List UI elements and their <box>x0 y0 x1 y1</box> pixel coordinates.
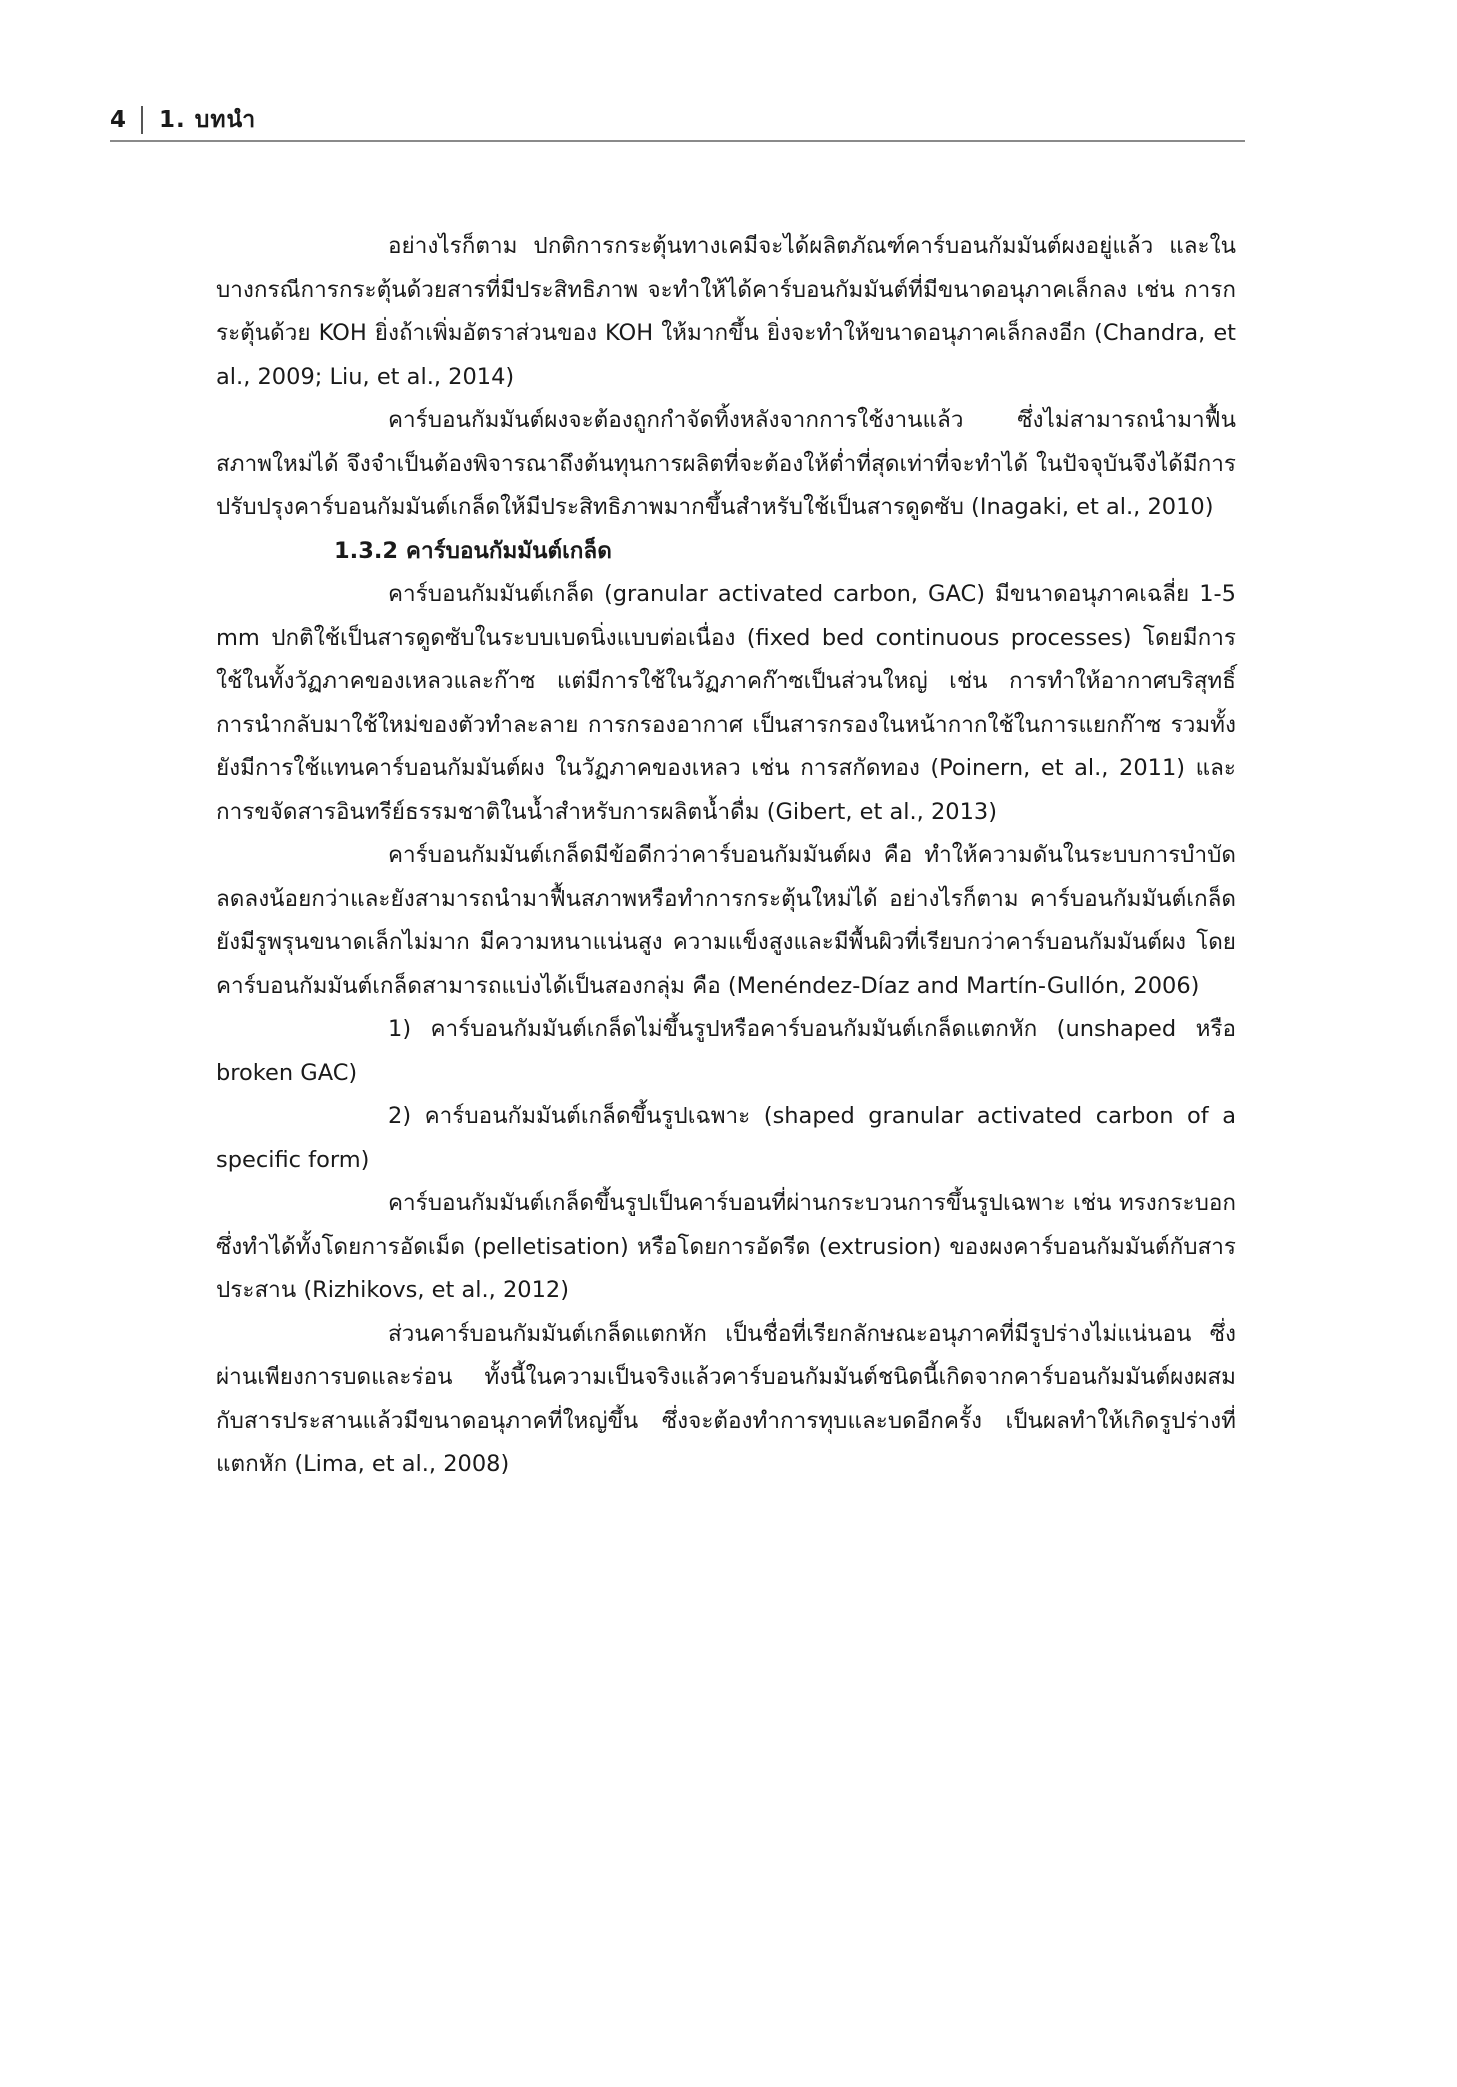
paragraph-activation: อย่างไรก็ตาม ปกติการกระตุ้นทางเคมีจะได้ผลิตภัณฑ์คาร์บอนกัมมันต์ผงอยู่แล้ว และในบางกรณีการกระตุ้นด้วยสารที่มีประสิทธิภาพ จะทำให้ได้คาร์บอนกัมมันต์ที่มีขนาดอนุภาคเล็กลง เช่น การกระตุ้นด้วย KOH ยิ่งถ้าเพิ่มอัตราส่วนของ KOH ให้มากขึ้น ยิ่งจะทำให้ขนาดอนุภาคเล็กลงอีก (Chandra, et al., 2009; Liu, et al., 2014) <box>216 233 1236 390</box>
body-content <box>216 225 1236 1487</box>
page-number: 4 <box>110 107 128 133</box>
header-separator <box>141 106 143 134</box>
paragraph-gac-definition: คาร์บอนกัมมันต์เกล็ด (granular activated carbon, GAC) มีขนาดอนุภาคเฉลี่ย 1-5 mm ปกติใช้เป็นสารดูดซับในระบบเบดนิ่งแบบต่อเนื่อง (fixed bed continuous processes) โดยมีการใช้ในทั้งวัฏภาคของเหลวและก๊าซ แต่มีการใช้ในวัฏภาคก๊าซเป็นส่วนใหญ่ เช่น การทำให้อากาศบริสุทธิ์ การนำกลับมาใช้ใหม่ของตัวทำละลาย การกรองอากาศ เป็นสารกรองในหน้ากากใช้ในการแยกก๊าซ รวมทั้ง ยังมีการใช้แทนคาร์บอนกัมมันต์ผง ในวัฏภาคของเหลว เช่น การสกัดทอง (Poinern, et al., 2011) และการขจัดสารอินทรีย์ธรรมชาติในน้ำสำหรับการผลิตน้ำดื่ม (Gibert, et al., 2013) <box>216 581 1236 825</box>
list-item-shaped: 2) คาร์บอนกัมมันต์เกล็ดขึ้นรูปเฉพาะ (shaped granular activated carbon of a specific form) <box>216 1103 1236 1173</box>
paragraph-powder-disposal: คาร์บอนกัมมันต์ผงจะต้องถูกกำจัดทิ้งหลังจากการใช้งานแล้ว ซึ่งไม่สามารถนำมาฟื้นสภาพใหม่ได้ จึงจำเป็นต้องพิจารณาถึงต้นทุนการผลิตที่จะต้องให้ต่ำที่สุดเท่าที่จะทำได้ ในปัจจุบันจึงได้มีการปรับปรุงคาร์บอนกัมมันต์เกล็ดให้มีประสิทธิภาพมากขึ้นสำหรับใช้เป็นสารดูดซับ (Inagaki, et al., 2010) <box>216 407 1236 520</box>
paragraph-shaped-gac: คาร์บอนกัมมันต์เกล็ดขึ้นรูปเป็นคาร์บอนที่ผ่านกระบวนการขึ้นรูปเฉพาะ เช่น ทรงกระบอก ซึ่งทำได้ทั้งโดยการอัดเม็ด (pelletisation) หรือโดยการอัดรีด (extrusion) ของผงคาร์บอนกัมมันต์กับสารประสาน (Rizhikovs, et al., 2012) <box>216 1190 1236 1303</box>
page-header <box>110 100 1245 142</box>
paragraph-broken-gac: ส่วนคาร์บอนกัมมันต์เกล็ดแตกหัก เป็นชื่อที่เรียกลักษณะอนุภาคที่มีรูปร่างไม่แน่นอน ซึ่งผ่านเพียงการบดและร่อน ทั้งนี้ในความเป็นจริงแล้วคาร์บอนกัมมันต์ชนิดนี้เกิดจากคาร์บอนกัมมันต์ผงผสมกับสารประสานแล้วมีขนาดอนุภาคที่ใหญ่ขึ้น ซึ่งจะต้องทำการทุบและบดอีกครั้ง เป็นผลทำให้เกิดรูปร่างที่แตกหัก (Lima, et al., 2008) <box>216 1320 1236 1477</box>
list-item-unshaped: 1) คาร์บอนกัมมันต์เกล็ดไม่ขึ้นรูปหรือคาร์บอนกัมมันต์เกล็ดแตกหัก (unshaped หรือ broken GAC) <box>216 1016 1236 1086</box>
chapter-title: 1. บทนำ <box>159 107 257 133</box>
section-heading: 1.3.2 คาร์บอนกัมมันต์เกล็ด <box>334 537 612 564</box>
paragraph-gac-advantages: คาร์บอนกัมมันต์เกล็ดมีข้อดีกว่าคาร์บอนกัมมันต์ผง คือ ทำให้ความดันในระบบการบำบัดลดลงน้อยกว่าและยังสามารถนำมาฟื้นสภาพหรือทำการกระตุ้นใหม่ได้ อย่างไรก็ตาม คาร์บอนกัมมันต์เกล็ด ยังมีรูพรุนขนาดเล็กไม่มาก มีความหนาแน่นสูง ความแข็งสูงและมีพื้นผิวที่เรียบกว่าคาร์บอนกัมมันต์ผง โดยคาร์บอนกัมมันต์เกล็ดสามารถแบ่งได้เป็นสองกลุ่ม คือ (Menéndez-Díaz and Martín-Gullón, 2006) <box>216 842 1236 999</box>
